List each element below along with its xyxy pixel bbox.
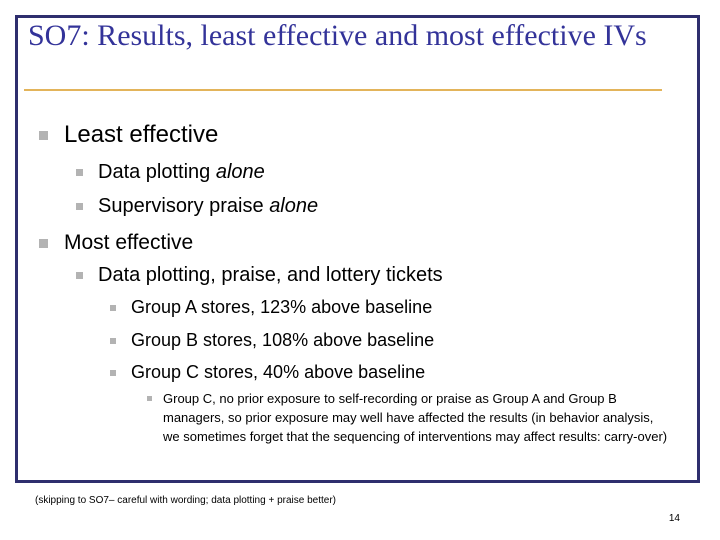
bullet-group-c-note: Group C, no prior exposure to self-recording or praise as Group A and Group B managers, so prior exposure may well have affected the results (in behavior analysis, we sometimes forget that the sequencing of interventions may affect results: carry-over): [163, 391, 668, 444]
bullet-text: Most effective: [64, 231, 194, 254]
square-bullet-icon: [76, 169, 83, 176]
footer-note: (skipping to SO7– careful with wording; data plotting + praise better): [35, 495, 336, 506]
bullet-emphasis: alone: [215, 161, 265, 183]
page-number: 14: [668, 513, 680, 524]
square-bullet-icon: [76, 272, 83, 279]
bullet-group-c: Group C stores, 40% above baseline: [131, 362, 426, 382]
title-divider: [24, 89, 662, 91]
square-bullet-icon: [39, 239, 48, 248]
square-bullet-icon: [76, 203, 83, 210]
bullet-combined-intervention: Data plotting, praise, and lottery tickets: [98, 264, 443, 286]
bullet-group-a: Group A stores, 123% above baseline: [131, 297, 433, 317]
bullet-text: Supervisory praise: [98, 195, 270, 217]
bullet-least-effective: Least effective: [64, 121, 219, 148]
bullet-data-plotting-alone: [98, 161, 265, 184]
square-bullet-icon: [110, 305, 116, 311]
slide-title: SO7: Results, least effective and most effective IVs: [28, 19, 647, 52]
square-bullet-icon: [110, 370, 116, 376]
square-bullet-icon: [147, 396, 152, 401]
bullet-emphasis: alone: [269, 195, 319, 217]
bullet-most-effective: [64, 228, 193, 256]
bullet-group-b: Group B stores, 108% above baseline: [131, 330, 435, 350]
bullet-supervisory-praise-alone: [98, 195, 318, 218]
square-bullet-icon: [110, 338, 116, 344]
bullet-text: Data plotting: [98, 161, 216, 183]
square-bullet-icon: [39, 131, 48, 140]
